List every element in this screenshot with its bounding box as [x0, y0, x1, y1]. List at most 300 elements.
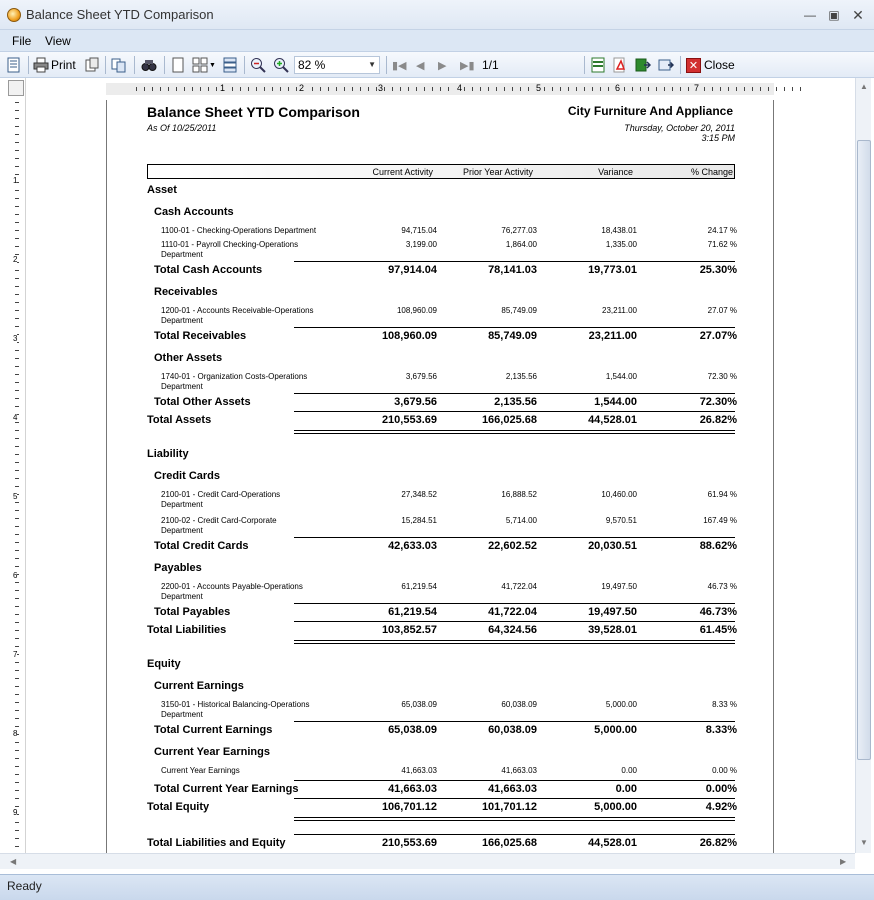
report-date: Thursday, October 20, 2011	[624, 123, 735, 133]
ruler-number: 7	[13, 650, 18, 659]
ruler-tick	[408, 87, 409, 91]
menu-bar	[0, 30, 874, 52]
total-rule	[294, 261, 735, 262]
row-value: 78,141.03	[488, 264, 537, 276]
row-label: Total Credit Cards	[154, 540, 249, 552]
ruler-tick	[752, 87, 753, 91]
ruler-tick	[560, 87, 561, 91]
ruler-tick	[392, 87, 393, 91]
column-header: % Change	[690, 167, 733, 177]
export-excel-button[interactable]	[590, 56, 606, 74]
ruler-tick	[424, 87, 425, 91]
row-value: 2,135.56	[494, 396, 537, 408]
double-rule	[294, 430, 735, 431]
ruler-tick	[544, 87, 545, 91]
row-value: 72.30%	[699, 396, 737, 408]
ruler-tick	[248, 87, 249, 91]
close-label: Close	[704, 58, 735, 72]
chevron-down-icon: ▼	[209, 61, 216, 69]
menu-file[interactable]: File	[12, 34, 32, 48]
ruler-tick	[776, 87, 777, 91]
ruler-tick	[15, 742, 19, 743]
row-label: Liability	[147, 448, 189, 460]
ruler-tick	[15, 782, 19, 783]
row-value: 19,773.01	[588, 264, 637, 276]
row-value: 166,025.68	[481, 837, 537, 849]
ruler-tick	[712, 87, 713, 91]
ruler-tick	[360, 87, 361, 91]
ruler-tick	[15, 270, 19, 271]
close-icon: ✕	[686, 58, 701, 73]
ruler-tick	[328, 87, 329, 91]
ruler-tick	[15, 846, 19, 847]
row-value: 15,284.51	[401, 516, 437, 525]
window-title: Balance Sheet YTD Comparison	[26, 7, 214, 22]
export-pdf-button[interactable]	[612, 56, 628, 74]
ruler-tick	[736, 87, 737, 91]
row-value: 0.00	[615, 783, 637, 795]
ruler-tick	[15, 542, 19, 543]
ruler-tick	[15, 246, 19, 247]
row-label: Current Year Earnings	[154, 746, 270, 758]
ruler-tick	[15, 374, 19, 375]
ruler-tick	[632, 87, 633, 91]
ruler-tick	[800, 87, 801, 91]
ruler-tick	[512, 87, 513, 91]
ruler-tick	[15, 430, 19, 431]
row-label: Equity	[147, 658, 181, 670]
printer-icon	[33, 57, 49, 73]
vertical-scroll-thumb[interactable]	[857, 140, 871, 760]
total-rule	[294, 411, 735, 412]
row-value: 167.49 %	[703, 516, 737, 525]
ruler-tick	[176, 87, 177, 91]
ruler-tick	[600, 87, 601, 91]
row-value: 94,715.04	[401, 226, 437, 235]
ruler-tick	[784, 87, 785, 91]
row-value: 60,038.09	[488, 724, 537, 736]
multi-page-icon	[192, 57, 208, 73]
row-value: 65,038.09	[388, 724, 437, 736]
ruler-tick	[15, 110, 19, 111]
ruler-tick	[208, 87, 209, 91]
row-value: 2,135.56	[505, 372, 537, 381]
layout-icon	[6, 57, 22, 73]
ruler-tick	[384, 87, 385, 91]
row-value: 18,438.01	[601, 226, 637, 235]
row-value: 19,497.50	[588, 606, 637, 618]
total-rule	[294, 537, 735, 538]
total-rule	[294, 721, 735, 722]
ruler-tick	[15, 150, 19, 151]
ruler-tick	[15, 710, 19, 711]
print-label: Print	[51, 58, 76, 72]
export-pdf-icon	[612, 57, 628, 73]
ruler-tick	[15, 198, 19, 199]
row-value: 1,544.00	[594, 396, 637, 408]
ruler-tick	[15, 606, 19, 607]
row-value: 76,277.03	[501, 226, 537, 235]
row-value: 41,722.04	[501, 582, 537, 591]
ruler-tick	[15, 390, 19, 391]
ruler-tick	[15, 830, 19, 831]
next-page-button[interactable]	[438, 56, 446, 74]
zoom-value: 82 %	[298, 58, 326, 72]
row-value: 1,864.00	[505, 240, 537, 249]
ruler-number: 5	[536, 83, 542, 93]
ruler-tick	[15, 582, 19, 583]
ruler-number: 6	[13, 571, 18, 580]
ruler-tick	[15, 694, 19, 695]
row-label: Payables	[154, 562, 202, 574]
first-page-button[interactable]	[392, 56, 407, 74]
row-label: Total Current Earnings	[154, 724, 273, 736]
next-page-icon: ▶	[438, 59, 447, 72]
ruler-tick	[15, 534, 19, 535]
ruler-tick	[15, 750, 19, 751]
row-label-continued: Department	[161, 500, 203, 509]
row-label: Total Payables	[154, 606, 231, 618]
ruler-tick	[15, 446, 19, 447]
ruler-tick	[592, 87, 593, 91]
ruler-number: 6	[615, 83, 621, 93]
double-rule	[294, 820, 735, 821]
ruler-number: 8	[13, 729, 18, 738]
row-label: 2200-01 - Accounts Payable-Operations	[161, 582, 303, 591]
row-label: Total Cash Accounts	[154, 264, 263, 276]
double-rule	[294, 817, 735, 818]
row-value: 101,701.12	[481, 801, 537, 813]
row-label: 2100-01 - Credit Card-Operations	[161, 490, 281, 499]
row-label: Asset	[147, 184, 177, 196]
ruler-tick	[296, 87, 297, 91]
ruler-tick	[152, 87, 153, 91]
ruler-tick	[216, 87, 217, 91]
scroll-up-icon[interactable]: ▲	[860, 82, 868, 91]
row-value: 41,663.03	[488, 783, 537, 795]
ruler-tick	[288, 87, 289, 91]
row-label: 1200-01 - Accounts Receivable-Operations	[161, 306, 314, 315]
report-date-block	[624, 123, 735, 143]
row-value: 61,219.54	[388, 606, 437, 618]
ruler-tick	[232, 87, 233, 91]
ruler-tick	[136, 87, 137, 91]
ruler-tick	[352, 87, 353, 91]
ruler-tick	[15, 422, 19, 423]
ruler-tick	[336, 87, 337, 91]
ruler-tick	[15, 630, 19, 631]
ruler-tick	[15, 326, 19, 327]
row-value: 5,000.00	[594, 724, 637, 736]
ruler-tick	[15, 502, 19, 503]
row-label: Total Assets	[147, 414, 212, 426]
status-bar	[0, 874, 874, 900]
zoom-out-icon	[250, 57, 266, 73]
ruler-tick	[15, 822, 19, 823]
ruler-tick	[15, 302, 19, 303]
vertical-scrollbar[interactable]	[855, 78, 871, 853]
copy-icon	[111, 57, 127, 73]
ruler-tick	[272, 87, 273, 91]
ruler-tick	[15, 294, 19, 295]
row-label-continued: Department	[161, 250, 203, 259]
status-text: Ready	[7, 879, 42, 893]
ruler-tick	[15, 798, 19, 799]
ruler-tick	[688, 87, 689, 91]
ruler-tick	[15, 278, 19, 279]
ruler-tick	[640, 87, 641, 91]
row-value: 46.73 %	[707, 582, 737, 591]
close-window-button[interactable]: ✕	[852, 7, 864, 23]
row-value: 26.82%	[699, 414, 737, 426]
ruler-number: 4	[457, 83, 463, 93]
total-rule	[294, 327, 735, 328]
last-page-icon: ▶▮	[460, 59, 475, 72]
row-value: 41,663.03	[401, 766, 437, 775]
ruler-tick	[15, 286, 19, 287]
row-label: 1740-01 - Organization Costs-Operations	[161, 372, 308, 381]
ruler-tick	[15, 206, 19, 207]
row-value: 108,960.09	[396, 306, 437, 315]
ruler-tick	[464, 87, 465, 91]
row-value: 16,888.52	[501, 490, 537, 499]
row-value: 5,000.00	[594, 801, 637, 813]
zoom-in-button[interactable]	[273, 56, 289, 74]
app-icon[interactable]	[7, 8, 21, 22]
ruler-tick	[15, 318, 19, 319]
row-value: 26.82%	[699, 837, 737, 849]
row-value: 9,570.51	[605, 516, 637, 525]
ruler-tick	[15, 222, 19, 223]
ruler-tick	[15, 702, 19, 703]
ruler-tick	[368, 87, 369, 91]
ruler-tick	[15, 118, 19, 119]
ruler-tick	[15, 174, 19, 175]
row-label: 1100-01 - Checking-Operations Department	[161, 226, 317, 235]
total-rule	[294, 780, 735, 781]
row-label-continued: Department	[161, 526, 203, 535]
find-button[interactable]	[141, 56, 157, 74]
ruler-number: 7	[694, 83, 700, 93]
ruler-tick	[15, 550, 19, 551]
row-value: 27.07 %	[707, 306, 737, 315]
row-value: 41,663.03	[388, 783, 437, 795]
row-value: 8.33%	[705, 724, 737, 736]
ruler-tick	[664, 87, 665, 91]
scroll-right-icon[interactable]: ▶	[840, 857, 847, 866]
ruler-tick	[15, 438, 19, 439]
report-as-of: As Of 10/25/2011	[147, 123, 217, 133]
ruler-number: 1	[13, 176, 18, 185]
ruler-tick	[15, 470, 19, 471]
ruler-tick	[416, 87, 417, 91]
export-csv-button[interactable]	[635, 56, 651, 74]
copy-button[interactable]	[111, 56, 127, 74]
row-value: 23,211.00	[602, 306, 637, 315]
row-label-continued: Department	[161, 382, 203, 391]
row-label: Total Other Assets	[154, 396, 251, 408]
ruler-tick	[584, 87, 585, 91]
row-value: 10,460.00	[601, 490, 637, 499]
row-value: 3,679.56	[394, 396, 437, 408]
ruler-tick	[576, 87, 577, 91]
ruler-tick	[568, 87, 569, 91]
row-value: 42,633.03	[388, 540, 437, 552]
total-rule	[294, 603, 735, 604]
row-value: 22,602.52	[488, 540, 537, 552]
zoom-select[interactable]	[294, 56, 380, 74]
row-value: 3,679.56	[405, 372, 437, 381]
ruler-tick	[192, 87, 193, 91]
ruler-tick	[15, 382, 19, 383]
row-value: 106,701.12	[381, 801, 437, 813]
export-html-button[interactable]	[658, 56, 674, 74]
ruler-tick	[15, 398, 19, 399]
ruler-tick	[472, 87, 473, 91]
row-value: 72.30 %	[707, 372, 737, 381]
ruler-tick	[792, 87, 793, 91]
ruler-tick	[15, 478, 19, 479]
ruler-tick	[320, 87, 321, 91]
ruler-tick	[15, 598, 19, 599]
ruler-tick	[15, 166, 19, 167]
double-rule	[294, 640, 735, 641]
ruler-number: 4	[13, 413, 18, 422]
ruler-tick	[168, 87, 169, 91]
ruler-tick	[440, 87, 441, 91]
ruler-tick	[496, 87, 497, 91]
row-value: 210,553.69	[381, 414, 437, 426]
scroll-down-icon[interactable]: ▼	[860, 838, 868, 847]
total-rule	[294, 834, 735, 835]
row-label: Current Earnings	[154, 680, 244, 692]
ruler-tick	[15, 686, 19, 687]
page-indicator: 1/1	[482, 58, 499, 72]
minimize-button[interactable]: —	[804, 8, 816, 22]
row-label: Cash Accounts	[154, 206, 234, 218]
row-value: 85,749.09	[501, 306, 537, 315]
row-value: 60,038.09	[501, 700, 537, 709]
ruler-tick	[768, 87, 769, 91]
double-rule	[294, 643, 735, 644]
maximize-button[interactable]: ▣	[828, 8, 840, 22]
first-page-icon: ▮◀	[392, 59, 407, 72]
ruler-tick	[312, 87, 313, 91]
ruler-tick	[400, 87, 401, 91]
row-label: 3150-01 - Historical Balancing-Operations	[161, 700, 310, 709]
continuous-button[interactable]	[222, 56, 238, 74]
ruler-tick	[520, 87, 521, 91]
total-rule	[294, 621, 735, 622]
total-rule	[294, 393, 735, 394]
row-label: Current Year Earnings	[161, 766, 240, 775]
close-button[interactable]	[686, 56, 735, 74]
row-label: Receivables	[154, 286, 218, 298]
row-value: 44,528.01	[588, 414, 637, 426]
single-page-button[interactable]	[170, 56, 186, 74]
ruler-tick	[15, 766, 19, 767]
row-value: 85,749.09	[488, 330, 537, 342]
row-value: 24.17 %	[707, 226, 737, 235]
ruler-tick	[15, 518, 19, 519]
ruler-number: 1	[220, 83, 226, 93]
ruler-tick	[264, 87, 265, 91]
export-html-icon	[658, 57, 674, 73]
zoom-out-button[interactable]	[250, 56, 266, 74]
total-rule	[294, 798, 735, 799]
ruler-tick	[15, 454, 19, 455]
horizontal-scrollbar[interactable]	[0, 853, 855, 869]
ruler-tick	[608, 87, 609, 91]
row-value: 0.00 %	[712, 766, 737, 775]
vertical-ruler	[0, 78, 26, 853]
prev-page-button[interactable]	[416, 56, 424, 74]
ruler-tick	[15, 774, 19, 775]
ruler-number: 9	[13, 808, 18, 817]
row-value: 27,348.52	[401, 490, 437, 499]
toolbar	[0, 52, 874, 78]
row-value: 103,852.57	[381, 624, 437, 636]
row-label: 1110-01 - Payroll Checking-Operations	[161, 240, 299, 249]
row-label: Credit Cards	[154, 470, 221, 482]
row-value: 64,324.56	[488, 624, 537, 636]
ruler-tick	[448, 87, 449, 91]
print-button[interactable]	[33, 56, 76, 74]
ruler-number: 3	[13, 334, 18, 343]
row-value: 27.07%	[699, 330, 737, 342]
ruler-tick	[15, 838, 19, 839]
row-value: 20,030.51	[588, 540, 637, 552]
ruler-tick	[15, 662, 19, 663]
ruler-tick	[15, 590, 19, 591]
row-value: 19,497.50	[601, 582, 637, 591]
ruler-tick	[344, 87, 345, 91]
export-excel-icon	[590, 57, 606, 73]
print-setup-button[interactable]	[84, 56, 100, 74]
row-label-continued: Department	[161, 316, 203, 325]
last-page-button[interactable]	[460, 56, 475, 74]
ruler-tick	[15, 614, 19, 615]
ruler-tick	[184, 87, 185, 91]
ruler-tick	[528, 87, 529, 91]
row-label: Total Receivables	[154, 330, 247, 342]
chevron-down-icon[interactable]: ▼	[368, 60, 376, 69]
ruler-tick	[15, 670, 19, 671]
ruler-tick	[15, 638, 19, 639]
ruler-tick	[15, 718, 19, 719]
multi-page-button[interactable]	[192, 56, 216, 74]
ruler-tick	[15, 158, 19, 159]
ruler-tick	[15, 126, 19, 127]
ruler-tick	[552, 87, 553, 91]
scroll-left-icon[interactable]: ◀	[10, 857, 17, 866]
continuous-icon	[222, 57, 238, 73]
menu-view[interactable]: View	[45, 34, 71, 48]
ruler-tick	[488, 87, 489, 91]
ruler-tick	[240, 87, 241, 91]
row-value: 88.62%	[699, 540, 737, 552]
find-icon	[141, 57, 157, 73]
zoom-in-icon	[273, 57, 289, 73]
ruler-tick	[760, 87, 761, 91]
layout-button[interactable]	[6, 56, 22, 74]
ruler-tick	[15, 526, 19, 527]
ruler-tick	[15, 406, 19, 407]
column-header: Prior Year Activity	[462, 167, 533, 177]
row-value: 44,528.01	[588, 837, 637, 849]
ruler-tick	[15, 758, 19, 759]
row-label: Total Liabilities	[147, 624, 227, 636]
